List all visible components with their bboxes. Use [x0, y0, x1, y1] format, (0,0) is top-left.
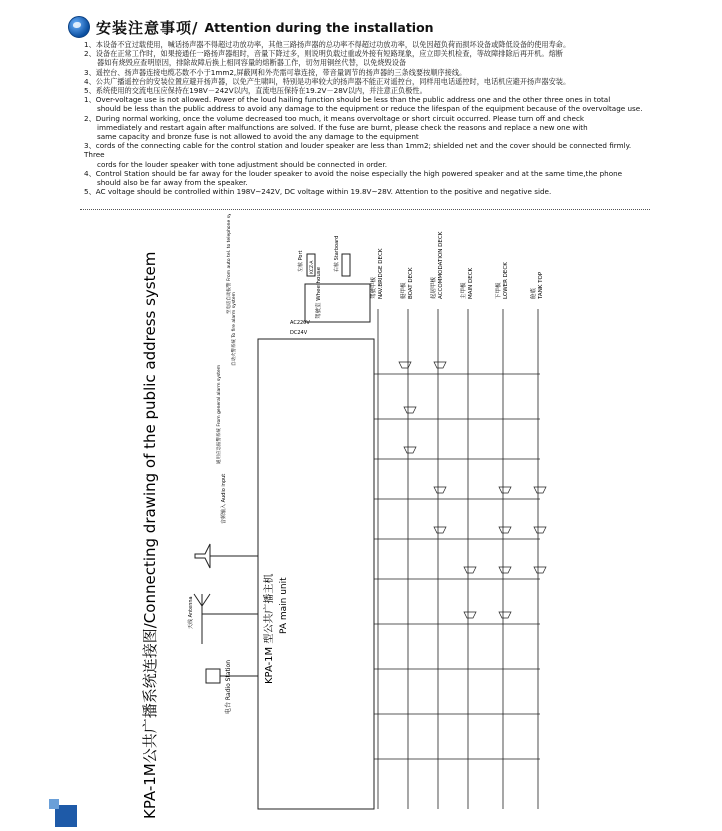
deck-lines	[374, 309, 540, 809]
radio-icon	[206, 669, 258, 683]
deck-label-zh: 艇甲板	[401, 282, 407, 299]
installation-notes	[84, 40, 650, 196]
general-alarm-label: 通用应急报警系统 From general alarm system	[217, 364, 222, 464]
deck-label-en: BOAT DECK	[408, 267, 414, 299]
note-en-5: 5、AC voltage should be controlled within 198V~242V, DC voltage within 19.8V~28V. Attention to the positive and negative side.	[84, 187, 552, 197]
note-en-4b: should also be far away from the speaker.	[97, 178, 248, 188]
note-en-2: 2、During normal working, once the volume decreased too much, it means overvoltage or short circuit occurred. Please turn off and check	[84, 113, 585, 123]
deck-label-en: MAIN DECK	[468, 267, 474, 299]
fire-alarm-label: 自动火警系统 To fire alarm system	[232, 291, 237, 366]
power-ac-label: AC220V	[290, 320, 310, 326]
deck-label-en: TANK TOP	[538, 271, 544, 299]
speaker-icon	[404, 407, 416, 413]
speaker-icon	[404, 447, 416, 453]
speaker-icon	[195, 544, 258, 568]
deck-label-en: ACCOMMODATION DECK	[438, 231, 444, 299]
note-en-1b: should be less than the public address to avoid any damage to the equipment or reduce the lifespan of the equipment because of the overvoltage use.	[97, 104, 643, 114]
speaker-icon	[499, 567, 511, 573]
title-en: Attention during the installation	[204, 19, 434, 35]
pa-main-unit	[258, 339, 374, 809]
speaker-icon	[464, 612, 476, 618]
speaker-icon	[534, 527, 546, 533]
section-title	[68, 16, 434, 38]
speaker-grid	[399, 362, 546, 618]
deck-label-zh: 主甲板	[461, 282, 467, 299]
port-label: 左舷 Port	[298, 250, 304, 272]
deck-label-en: LOWER DECK	[503, 262, 509, 299]
corner-decoration	[55, 805, 77, 827]
antenna-label: 天线 Antenna	[188, 596, 194, 629]
speaker-icon	[464, 567, 476, 573]
note-en-2b: immediately and restart again after malfunctions are solved. If the fuse are burnt, please check the reasons and replace a new one with	[97, 122, 588, 132]
antenna-icon	[194, 594, 258, 644]
wheelhouse-label: 驾驶室 Wheelhouse	[316, 266, 322, 319]
note-en-1: 1、Over-voltage use is not allowed. Power of the loud hailing function should be less than the public address one and the other three ones in total	[84, 95, 611, 105]
note-zh-2b: 器如有烧毁应查明原因，排除故障后换上相同容量的熔断器工作，切勿用铜丝代替，以免烧毁设备	[97, 58, 407, 68]
speaker-icon	[499, 487, 511, 493]
deck-labels	[369, 231, 544, 300]
title-zh: 安装注意事项/	[96, 18, 199, 37]
note-zh-3: 3、遥控台、扬声器连接电缆芯数不小于1mm2,屏蔽网和外壳需可靠连接，带音量调节的扬声器的三条线要按顺序接线。	[84, 67, 467, 77]
note-en-3: 3、cords of the connecting cable for the control station and louder speaker are less than 1mm2; shielded net and the cover should be connected firmly. Three	[84, 141, 632, 160]
wheelhouse-box	[305, 284, 370, 322]
note-zh-4: 4、公共广播遥控台的安装位置应避开扬声器，以免产生啸叫，特别是功率较大的扬声器不能正对遥控台，同样用电话遥控时，电话机应避开扬声器安装。	[84, 76, 571, 86]
note-en-3b: cords for the louder speaker with tone adjustment should be connected in order.	[97, 159, 387, 169]
speaker-icon	[434, 527, 446, 533]
deck-label-zh: 起居甲板	[431, 276, 437, 299]
deck-label-zh: 下甲板	[496, 282, 502, 299]
pa-unit-zh: KPA-1M 型公共广播主机	[264, 573, 275, 684]
remote-starboard	[342, 254, 350, 276]
speaker-icon	[534, 567, 546, 573]
globe-icon	[68, 16, 90, 38]
speaker-icon	[434, 362, 446, 368]
note-en-2c: same capacity and bronze fuse is not allowed to avoid the any damage to the equipment	[97, 132, 419, 142]
note-en-4: 4、Control Station should be far away for the louder speaker to avoid the noise especially the high powered speaker and at the same time,the phone	[84, 168, 623, 178]
connection-diagram	[80, 214, 662, 820]
audio-input-label: 音频输入 Audio input	[221, 473, 227, 524]
power-dc-label: DC24V	[290, 330, 308, 336]
note-zh-1: 1、本设备不宜过载使用，喊话扬声器不得超过功放功率，其他三路扬声器的总功率不得超过功放功率，以免因超负荷而损坏设备或降低设备的使用寿命。	[84, 40, 571, 49]
speaker-icon	[399, 362, 411, 368]
diagram-main-title: KPA-1M公共广播系统连接图/Connecting drawing of the public address system	[141, 251, 159, 819]
telephone-label: 至电话自动报警 From auto tel. to telephone system	[227, 214, 232, 314]
dotted-divider	[80, 209, 650, 210]
diagram-svg	[80, 214, 662, 820]
speaker-icon	[499, 612, 511, 618]
deck-label-en: NAV.BRIDGE DECK	[378, 248, 384, 299]
remote-port-label: KCZ-A	[310, 260, 315, 274]
speaker-icon	[434, 487, 446, 493]
deck-label-zh: 舱底	[531, 287, 537, 299]
deck-label-zh: 驾驶甲板	[371, 276, 377, 299]
speaker-icon	[499, 527, 511, 533]
starboard-label: 右舷 Starboard	[334, 235, 340, 272]
radio-label: 电台 Radio Station	[225, 659, 232, 714]
speaker-icon	[534, 487, 546, 493]
pa-unit-en: PA main unit	[279, 577, 289, 634]
note-zh-5: 5、系统使用的交流电压应保持在198V－242V以内，直流电压保持在19.2V－28V以内，并注意正负极性。	[84, 86, 427, 96]
note-zh-2: 2、设备在正常工作时，如果接通任一路扬声器组时，音量下降过多，则说明负载过重或外接有短路现象，应立即关机检查，等故障排除后再开机。熔断	[84, 49, 563, 59]
